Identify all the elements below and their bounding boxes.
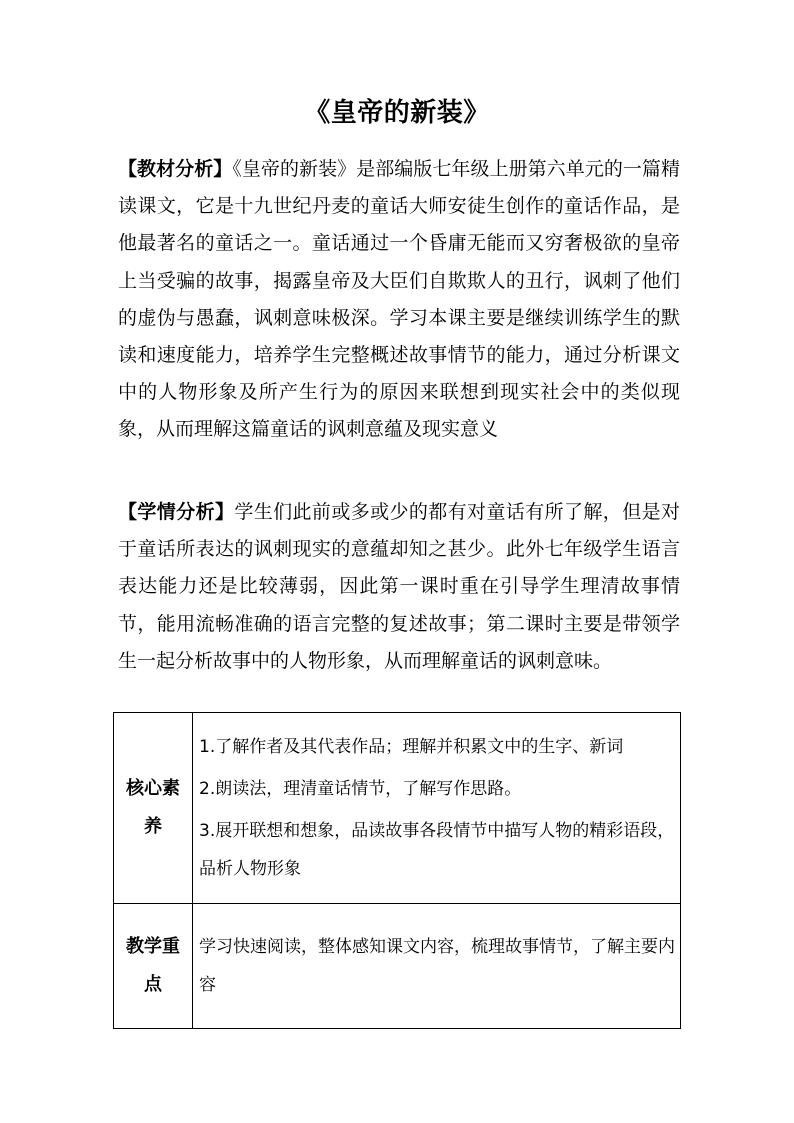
teaching-focus-content xyxy=(193,904,681,1029)
learner-analysis-paragraph xyxy=(118,494,680,680)
core-literacy-item-2: 2.朗读法，理清童话情节，了解写作思路。 xyxy=(199,779,522,799)
textbook-analysis-paragraph xyxy=(118,151,680,449)
core-literacy-content xyxy=(193,713,681,904)
teaching-focus-label: 教学重点 xyxy=(114,904,193,1029)
learner-analysis-text: 学生们此前或多或少的都有对童话有所了解，但是对于童话所表达的讽刺现实的意蕴却知之甚少。此外七年级学生语言表达能力还是比较薄弱，因此第一课时重在引导学生理清故事情节，能用流畅准确的语言完整的复述故事；第二课时主要是带领学生一起分析故事中的人物形象，从而理解童话的讽刺意味。 xyxy=(118,501,680,672)
textbook-analysis-tag: 【教材分析】 xyxy=(118,158,233,180)
teaching-goals-table xyxy=(113,712,681,1029)
learner-analysis-tag: 【学情分析】 xyxy=(118,501,235,523)
core-literacy-label: 核心素养 xyxy=(114,713,193,904)
document-title: 《皇帝的新装》 xyxy=(304,98,490,128)
table-row-teaching-focus xyxy=(114,904,681,1029)
teaching-focus-text: 学习快速阅读，整体感知课文内容，梳理故事情节，了解主要内容 xyxy=(199,937,675,995)
textbook-analysis-text: 《皇帝的新装》是部编版七年级上册第六单元的一篇精读课文，它是十九世纪丹麦的童话大师安徒生创作的童话作品，是他最著名的童话之一。童话通过一个昏庸无能而又穷奢极欲的皇帝上当受骗的故事，揭露皇帝及大臣们自欺欺人的丑行，讽刺了他们的虚伪与愚蠢，讽刺意味极深。学习本课主要是继续训练学生的默读和速度能力，培养学生完整概述故事情节的能力，通过分析课文中的人物形象及所产生行为的原因来联想到现实社会中的类似现象，从而理解这篇童话的讽刺意蕴及现实意义 xyxy=(118,158,680,441)
table-row-core-literacy xyxy=(114,713,681,904)
core-literacy-item-3: 3.展开联想和想象，品读故事各段情节中描写人物的精彩语段，品析人物形象 xyxy=(199,821,675,879)
core-literacy-item-1: 1.了解作者及其代表作品；理解并积累文中的生字、新词 xyxy=(199,737,624,757)
